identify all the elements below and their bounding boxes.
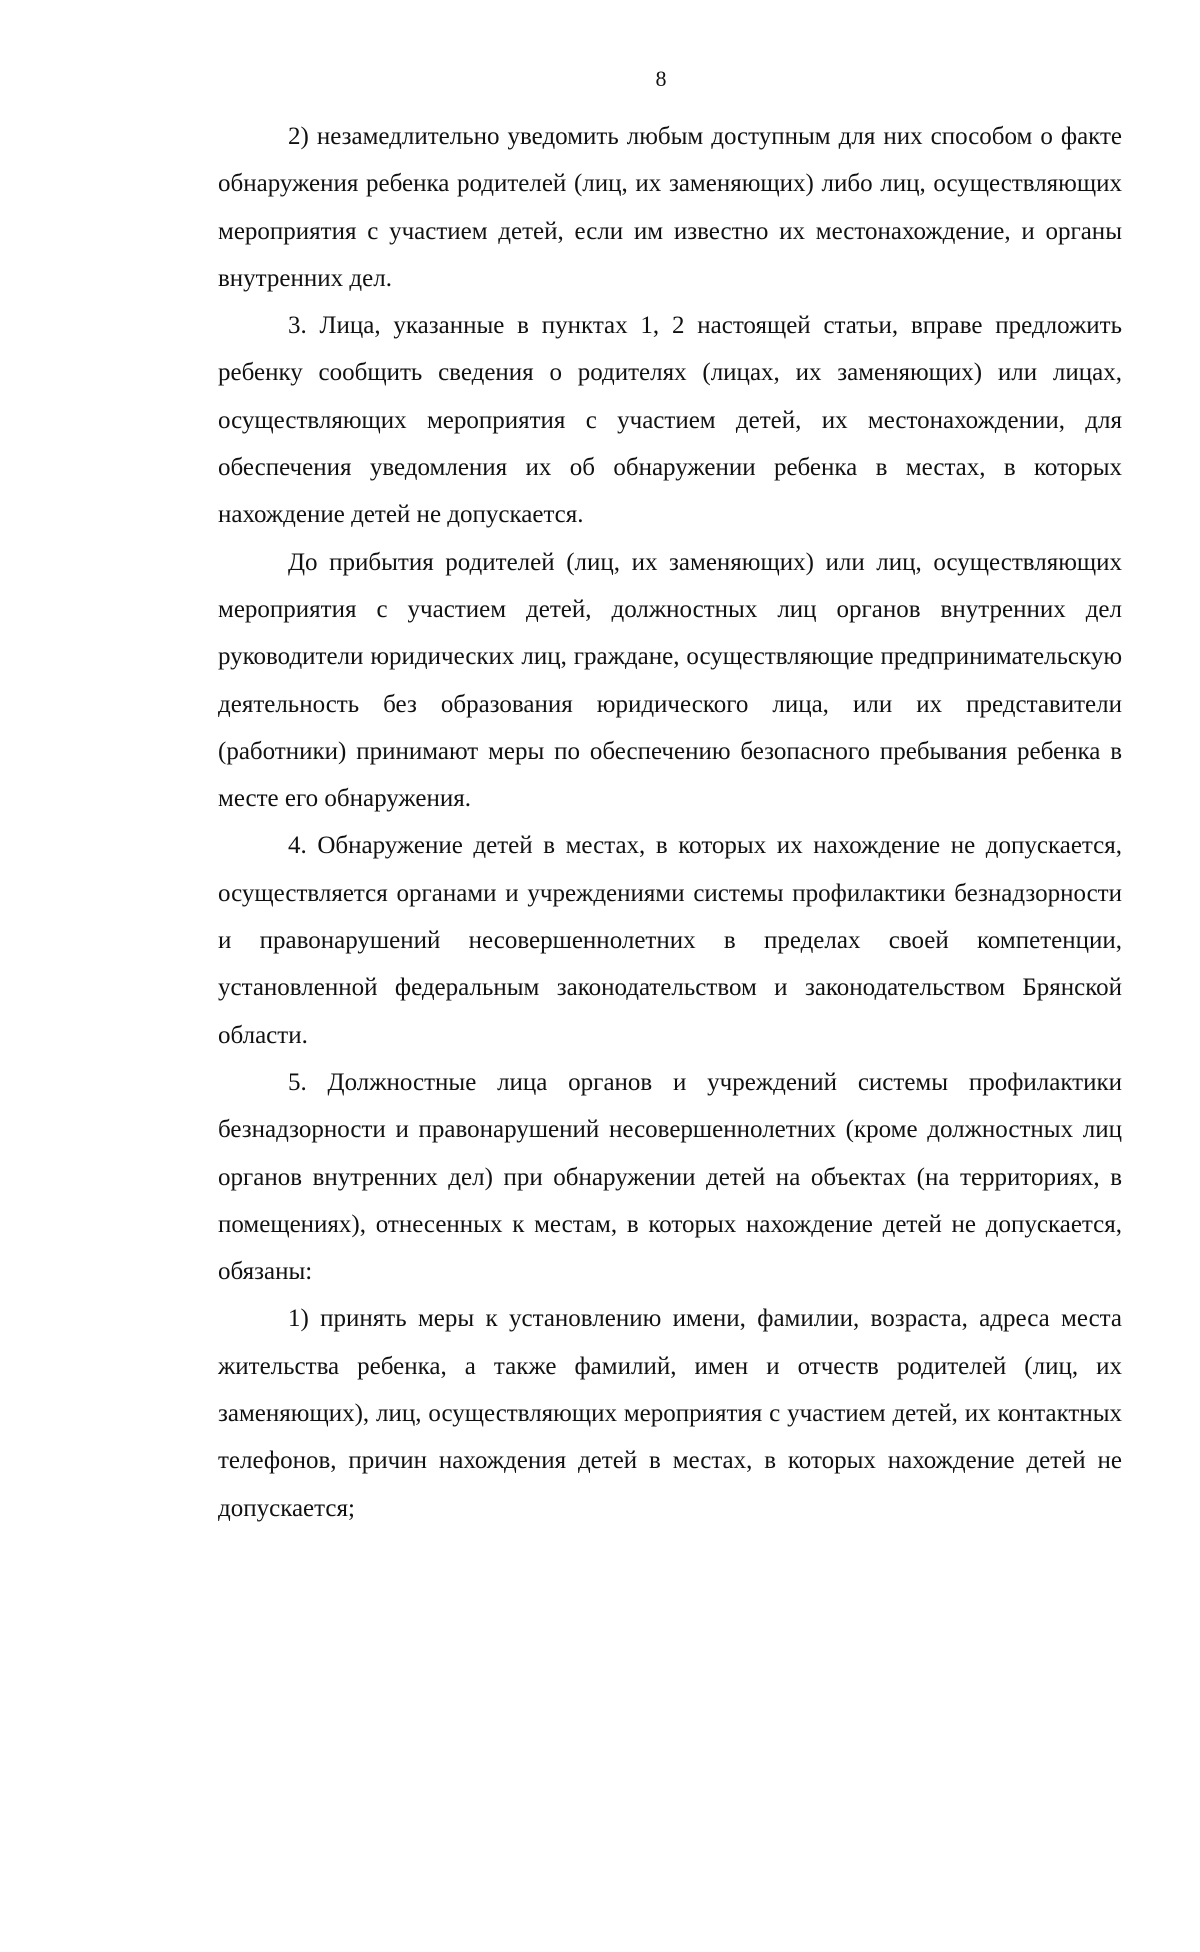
paragraph-clause-4: 4. Обнаружение детей в местах, в которых их нахождение не допускается, осуществляется органами и учреждениями системы профилактики безнадзорности и правонарушений несовершеннолетних в пределах своей компетенции, установленной федеральным законодательством и законодательством Брянской области. bbox=[218, 832, 1122, 1049]
paragraph-clause-3: 3. Лица, указанные в пунктах 1, 2 настоящей статьи, вправе предложить ребенку сообщить сведения о родителях (лицах, их заменяющих) или лицах, осуществляющих мероприятия с участием детей, их местонахождении, для обеспечения уведомления их об обнаружении ребенка в местах, в которых нахождение детей не допускается. bbox=[218, 312, 1122, 529]
paragraph-clause-3-continued: До прибытия родителей (лиц, их заменяющих) или лиц, осуществляющих мероприятия с участием детей, должностных лиц органов внутренних дел руководители юридических лиц, граждане, осуществляющие предпринимательскую деятельность без образования юридического лица, или их представители (работники) принимают меры по обеспечению безопасного пребывания ребенка в месте его обнаружения. bbox=[218, 548, 1122, 813]
paragraph-item-2: 2) незамедлительно уведомить любым доступным для них способом о факте обнаружения ребенка родителей (лиц, их заменяющих) либо лиц, осуществляющих мероприятия с участием детей, если им известно их местонахождение, и органы внутренних дел. bbox=[218, 123, 1122, 292]
page-number: 8 bbox=[655, 66, 667, 91]
paragraph-clause-5: 5. Должностные лица органов и учреждений системы профилактики безнадзорности и правонарушений несовершеннолетних (кроме должностных лиц органов внутренних дел) при обнаружении детей на объектах (на территориях, в помещениях), отнесенных к местам, в которых нахождение детей не допускается, обязаны: bbox=[218, 1068, 1122, 1286]
paragraph-item-1: 1) принять меры к установлению имени, фамилии, возраста, адреса места жительства ребенка, а также фамилий, имен и отчеств родителей (лиц, их заменяющих), лиц, осуществляющих мероприятия с участием детей, их контактных телефонов, причин нахождения детей в местах, в которых нахождение детей не допускается; bbox=[218, 1305, 1122, 1522]
document-body bbox=[218, 113, 1122, 1532]
